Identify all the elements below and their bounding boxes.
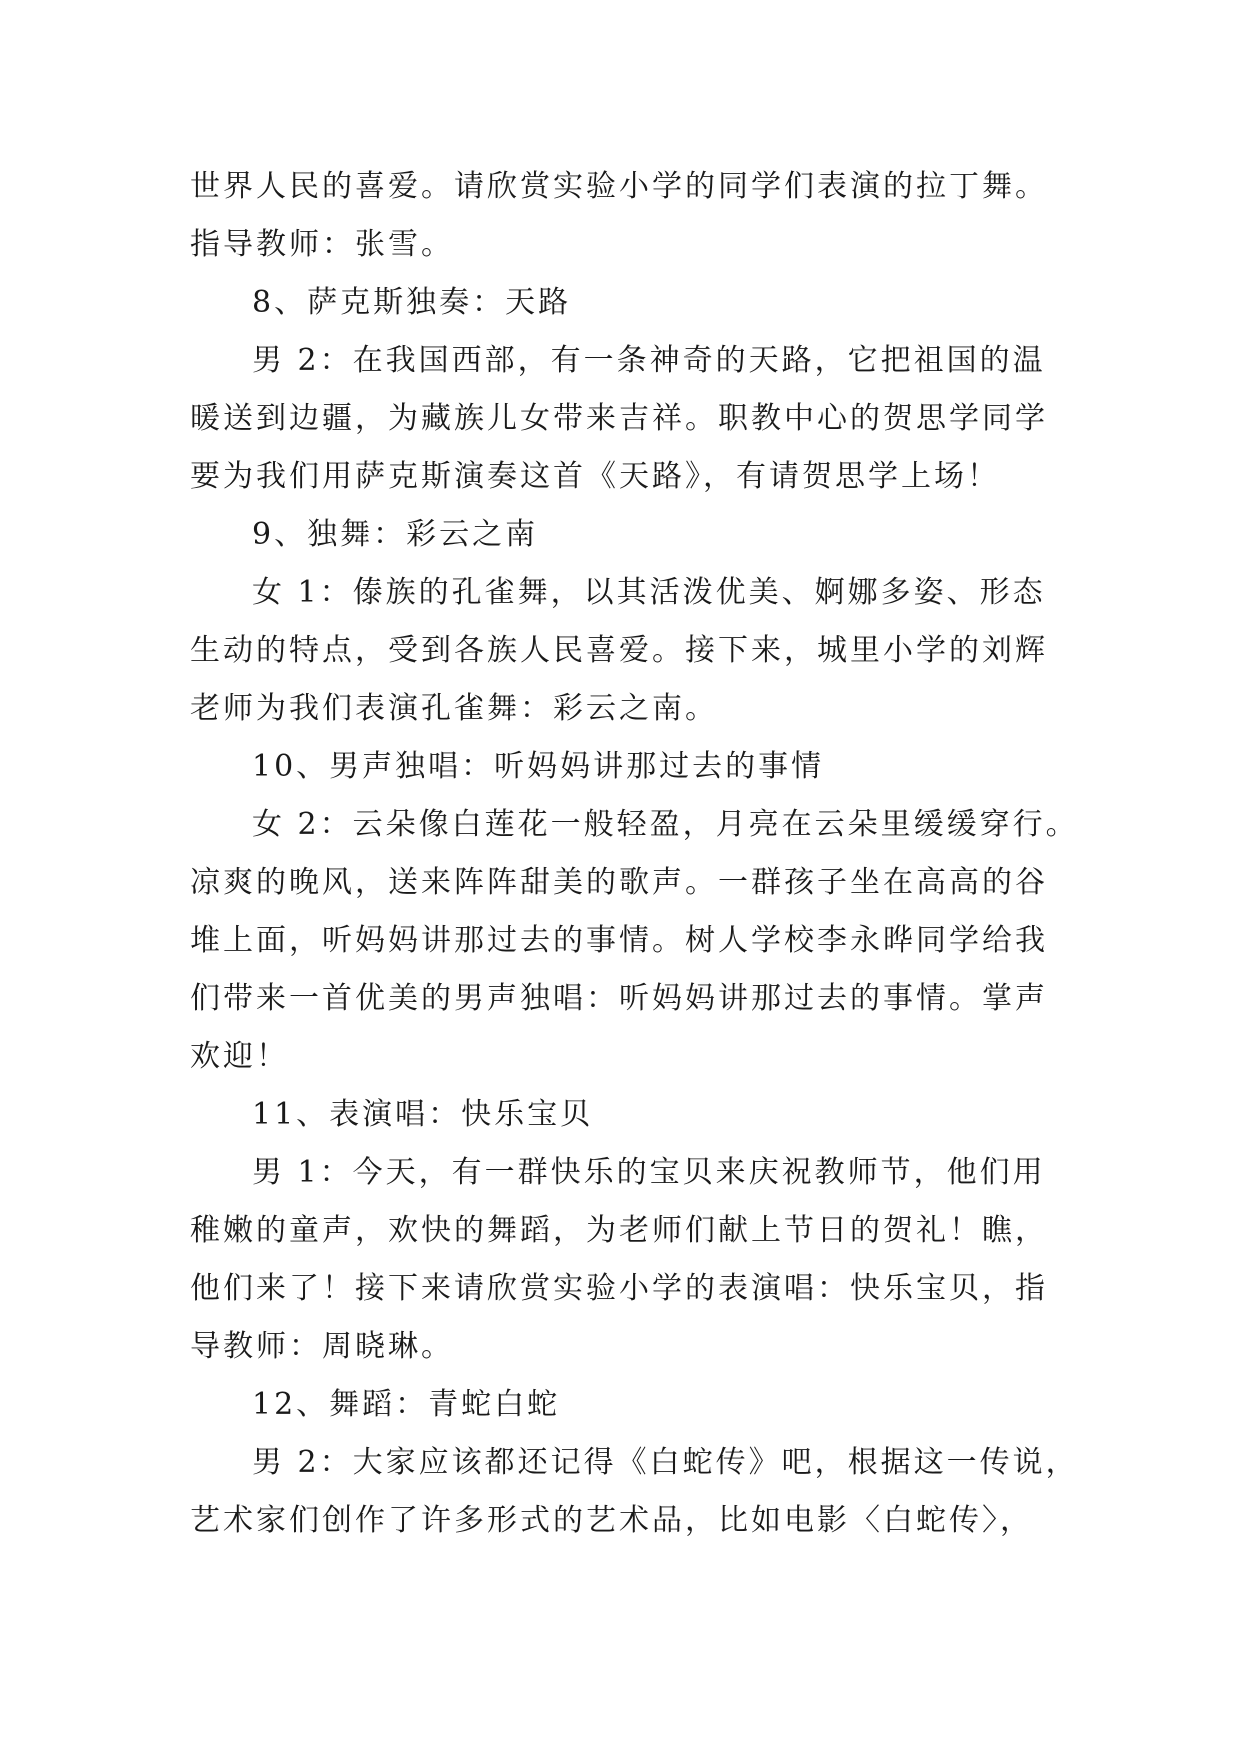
text-line: 世界人民的喜爱。请欣赏实验小学的同学们表演的拉丁舞。 — [190, 169, 1048, 204]
text-line: 生动的特点，受到各族人民喜爱。接下来，城里小学的刘辉 — [190, 633, 1048, 668]
text-line: 艺术家们创作了许多形式的艺术品，比如电影〈白蛇传〉， — [190, 1503, 1033, 1538]
text-line: 9、独舞：彩云之南 — [252, 517, 539, 552]
text-line: 男 2：在我国西部，有一条神奇的天路，它把祖国的温 — [252, 343, 1046, 378]
text-line: 老师为我们表演孔雀舞：彩云之南。 — [190, 691, 718, 726]
text-line: 他们来了！接下来请欣赏实验小学的表演唱：快乐宝贝，指 — [190, 1271, 1048, 1306]
text-line: 欢迎！ — [190, 1039, 289, 1074]
text-line: 8、萨克斯独奏：天路 — [252, 285, 572, 320]
text-line: 11、表演唱：快乐宝贝 — [252, 1097, 594, 1132]
text-line: 女 2：云朵像白莲花一般轻盈，月亮在云朵里缓缓穿行。 — [252, 807, 1079, 842]
text-line: 堆上面，听妈妈讲那过去的事情。树人学校李永晔同学给我 — [190, 923, 1048, 958]
text-line: 暖送到边疆，为藏族儿女带来吉祥。职教中心的贺思学同学 — [190, 401, 1048, 436]
text-line: 导教师：周晓琳。 — [190, 1329, 454, 1364]
text-line: 男 1：今天，有一群快乐的宝贝来庆祝教师节，他们用 — [252, 1155, 1046, 1190]
text-line: 们带来一首优美的男声独唱：听妈妈讲那过去的事情。掌声 — [190, 981, 1048, 1016]
text-line: 女 1：傣族的孔雀舞，以其活泼优美、婀娜多姿、形态 — [252, 575, 1046, 610]
text-line: 12、舞蹈：青蛇白蛇 — [252, 1387, 561, 1422]
text-line: 指导教师：张雪。 — [190, 227, 454, 262]
text-line: 稚嫩的童声，欢快的舞蹈，为老师们献上节日的贺礼！瞧， — [190, 1213, 1048, 1248]
text-line: 男 2：大家应该都还记得《白蛇传》吧，根据这一传说， — [252, 1445, 1079, 1480]
text-line: 10、男声独唱：听妈妈讲那过去的事情 — [252, 749, 825, 784]
document-body — [190, 158, 1079, 1550]
text-line: 要为我们用萨克斯演奏这首《天路》，有请贺思学上场！ — [190, 459, 1000, 494]
text-line: 凉爽的晚风，送来阵阵甜美的歌声。一群孩子坐在高高的谷 — [190, 865, 1048, 900]
